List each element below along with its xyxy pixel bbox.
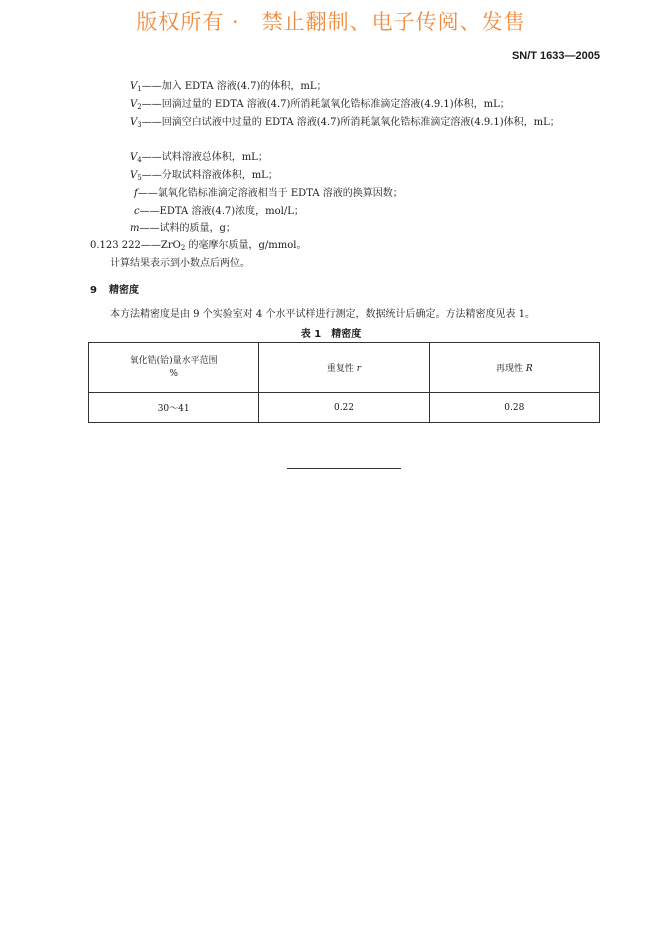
definition-dash: —— xyxy=(141,81,162,92)
section-heading xyxy=(90,281,139,296)
definition-subscript: 5 xyxy=(137,174,142,182)
definition-v2 xyxy=(130,98,510,114)
definition-dash: —— xyxy=(139,206,160,217)
definition-text: 试料溶液总体积，mL； xyxy=(161,152,268,163)
table-header-row xyxy=(89,343,600,393)
table-title: 精密度 xyxy=(331,329,362,340)
section-paragraph: 本方法精密度是由 9 个实验室对 4 个水平试样进行测定，数据统计后确定。方法精密度见表 1。 xyxy=(110,309,535,320)
header-reproducibility-label: 再现性 xyxy=(496,364,526,374)
definition-text: EDTA 溶液(4.7)浓度，mol/L； xyxy=(159,206,304,217)
section-title: 精密度 xyxy=(108,285,139,296)
table-label: 表 1 xyxy=(300,329,322,340)
definition-dash: —— xyxy=(140,240,161,251)
definition-molar-mass xyxy=(90,239,306,255)
copyright-banner: 版权所有 · 禁止翻制、电子传阅、发售 xyxy=(136,10,526,34)
definition-v1 xyxy=(130,80,327,96)
definition-text: 回滴过量的 EDTA 溶液(4.7)所消耗氯氧化锆标准滴定溶液(4.9.1)体积，mL； xyxy=(161,99,510,110)
header-range-unit: % xyxy=(169,368,178,379)
definition-text: 分取试料溶液体积，mL； xyxy=(161,170,278,181)
definition-subscript: 1 xyxy=(137,85,142,93)
cell-reproducibility: 0.28 xyxy=(429,393,599,423)
definition-symbol: V xyxy=(130,152,138,163)
definition-symbol: m xyxy=(130,223,140,234)
header-reproducibility-symbol: R xyxy=(525,364,533,374)
molar-mass-value: 0.123 222 xyxy=(90,240,141,251)
definition-m xyxy=(130,222,236,236)
table-caption xyxy=(0,325,662,340)
definition-text: 氯氧化锆标准滴定溶液相当于 EDTA 溶液的换算因数； xyxy=(157,188,403,199)
formula: ZrO xyxy=(160,240,181,251)
header-reproducibility xyxy=(429,343,599,393)
definition-c xyxy=(134,205,304,219)
definition-f xyxy=(134,187,403,201)
cell-range: 30～41 xyxy=(89,393,259,423)
definition-text: 的毫摩尔质量，g/mmol。 xyxy=(185,240,307,251)
header-range-label: 氧化锆(铪)量水平范围 xyxy=(129,355,218,366)
definition-symbol: V xyxy=(130,81,138,92)
definition-v3 xyxy=(130,116,560,132)
definition-dash: —— xyxy=(141,152,162,163)
header-repeatability-symbol: r xyxy=(356,364,362,374)
definition-dash: —— xyxy=(139,223,160,234)
definition-text: 回滴空白试液中过量的 EDTA 溶液(4.7)所消耗氯氧化锆标准滴定溶液(4.9.1)体积，mL； xyxy=(161,117,560,128)
definition-subscript: 3 xyxy=(137,121,142,129)
definition-dash: —— xyxy=(141,99,162,110)
header-range xyxy=(89,343,259,393)
standard-number: SN/T 1633—2005 xyxy=(511,50,600,62)
definition-v4 xyxy=(130,151,268,167)
definition-dash: —— xyxy=(137,188,158,199)
definition-symbol: V xyxy=(130,99,138,110)
formula-subscript: 2 xyxy=(180,244,186,252)
cell-repeatability: 0.22 xyxy=(259,393,429,423)
end-rule xyxy=(287,468,401,469)
definition-dash: —— xyxy=(141,117,162,128)
definition-text: 加入 EDTA 溶液(4.7)的体积，mL； xyxy=(161,81,327,92)
header-repeatability xyxy=(259,343,429,393)
result-note: 计算结果表示到小数点后两位。 xyxy=(110,258,250,269)
definition-v5 xyxy=(130,169,278,185)
definition-subscript: 2 xyxy=(137,103,142,111)
definition-symbol: c xyxy=(134,206,140,217)
definition-symbol: V xyxy=(130,117,138,128)
header-repeatability-label: 重复性 xyxy=(326,364,357,374)
definition-symbol: V xyxy=(130,170,138,181)
definition-dash: —— xyxy=(141,170,162,181)
section-number: 9 xyxy=(90,285,97,296)
definition-text: 试料的质量，g； xyxy=(159,223,236,234)
definition-subscript: 4 xyxy=(137,156,142,164)
precision-table xyxy=(88,342,600,423)
definition-symbol: f xyxy=(134,188,138,199)
table-row xyxy=(89,393,600,423)
